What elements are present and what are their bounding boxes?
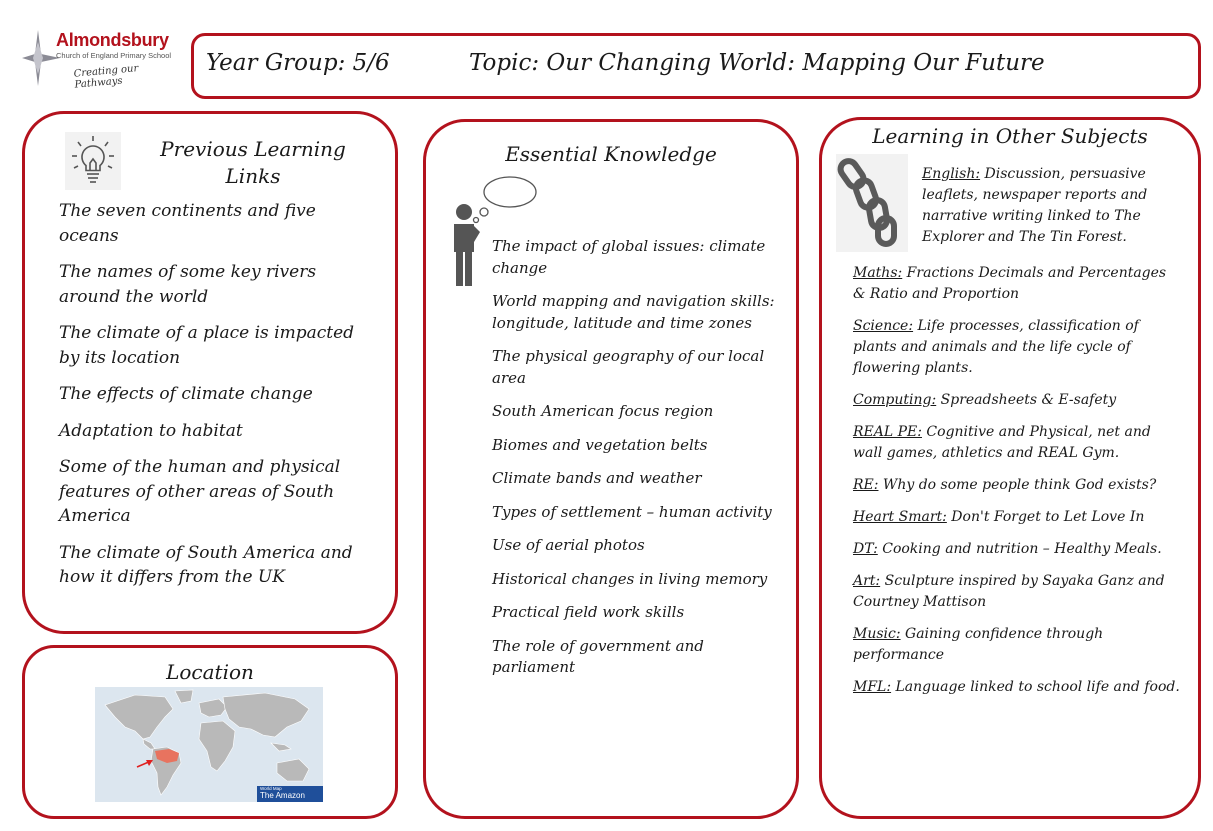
subject-label: Art: <box>853 573 881 589</box>
list-item: Types of settlement – human activity <box>492 502 772 521</box>
subject-item <box>853 422 1183 464</box>
subject-label: Heart Smart: <box>853 509 947 525</box>
lightbulb-icon <box>65 132 121 190</box>
subject-text: Fractions Decimals and Percentages & Ratio and Proportion <box>853 265 1167 302</box>
other-subjects-title: Learning in Other Subjects <box>872 124 1148 148</box>
subject-text: Discussion, persuasive leaflets, newspaper reports and narrative writing linked to The Explorer and The Tin Forest. <box>922 166 1148 245</box>
previous-learning-list <box>59 199 379 602</box>
location-title: Location <box>166 660 254 684</box>
logo-name: Almondsbury <box>56 30 169 50</box>
year-group: Year Group: 5/6 <box>206 50 390 76</box>
list-item: Historical changes in living memory <box>492 569 768 588</box>
subject-item <box>853 316 1183 379</box>
list-item: The names of some key rivers around the world <box>59 262 317 307</box>
subject-label: REAL PE: <box>853 424 922 440</box>
subject-text: Language linked to school life and food. <box>891 679 1180 695</box>
subject-item <box>853 263 1183 305</box>
essential-knowledge-title: Essential Knowledge <box>505 142 717 166</box>
map-caption-small: World Map <box>260 786 282 791</box>
list-item: The physical geography of our local area <box>492 347 765 387</box>
previous-learning-title: Previous Learning Links <box>160 137 346 188</box>
subject-label: Music: <box>853 626 901 642</box>
subject-text: Sculpture inspired by Sayaka Ganz and Courtney Mattison <box>853 573 1165 610</box>
list-item: The climate of South America and how it differs from the UK <box>59 542 353 587</box>
chain-link-icon <box>836 154 908 252</box>
subject-label: Computing: <box>853 392 937 408</box>
subject-text: Don't Forget to Let Love In <box>946 509 1145 525</box>
previous-learning-panel <box>22 111 398 634</box>
list-item: Adaptation to habitat <box>59 420 243 441</box>
essential-knowledge-list <box>492 236 782 691</box>
subject-label: Science: <box>853 318 914 334</box>
map-caption-label: The Amazon <box>260 791 305 800</box>
list-item: Practical field work skills <box>492 603 685 621</box>
english-entry <box>922 164 1184 248</box>
subject-label: DT: <box>853 541 878 557</box>
subject-item <box>853 624 1183 666</box>
list-item: World mapping and navigation skills: longitude, latitude and time zones <box>492 292 775 332</box>
map-caption <box>257 786 323 802</box>
subject-text: Cognitive and Physical, net and wall games, athletics and REAL Gym. <box>853 424 1151 461</box>
other-subjects-list <box>853 263 1183 709</box>
list-item: The role of government and parliament <box>492 636 704 676</box>
subject-text: Spreadsheets & E-safety <box>936 392 1117 408</box>
list-item: Climate bands and weather <box>492 469 702 487</box>
list-item: Use of aerial photos <box>492 536 645 554</box>
subject-text: Life processes, classification of plants and animals and the life cycle of flowering plants. <box>853 318 1139 376</box>
list-item: The climate of a place is impacted by its location <box>59 323 355 368</box>
list-item: South American focus region <box>492 402 714 420</box>
world-map <box>95 687 323 802</box>
list-item: Biomes and vegetation belts <box>492 435 708 454</box>
other-subjects-panel <box>819 117 1201 819</box>
subject-item <box>853 507 1183 528</box>
subject-text: Gaining confidence through performance <box>853 626 1104 663</box>
list-item: The impact of global issues: climate change <box>492 237 766 277</box>
subject-item <box>853 475 1183 496</box>
world-map-icon <box>95 687 323 802</box>
subject-text: Cooking and nutrition – Healthy Meals. <box>877 541 1162 557</box>
list-item: The seven continents and five oceans <box>59 201 316 246</box>
school-logo <box>22 28 182 94</box>
subject-item <box>853 571 1183 613</box>
subject-label: Maths: <box>853 265 903 281</box>
header-banner <box>191 33 1201 99</box>
subject-text: Why do some people think God exists? <box>878 477 1157 493</box>
subject-label: MFL: <box>853 679 892 695</box>
topic-title: Topic: Our Changing World: Mapping Our Future <box>469 50 1045 76</box>
essential-knowledge-panel <box>423 119 799 819</box>
subject-label: RE: <box>853 477 879 493</box>
list-item: The effects of climate change <box>59 384 313 404</box>
logo-motto: Creating our Pathways <box>73 63 139 91</box>
subject-item <box>853 539 1183 560</box>
subject-item <box>853 390 1183 411</box>
subject-item <box>853 677 1183 698</box>
logo-subtitle: Church of England Primary School <box>56 51 172 60</box>
subject-label: English: <box>922 166 981 182</box>
list-item: Some of the human and physical features of other areas of South America <box>59 457 341 526</box>
location-panel <box>22 645 398 819</box>
